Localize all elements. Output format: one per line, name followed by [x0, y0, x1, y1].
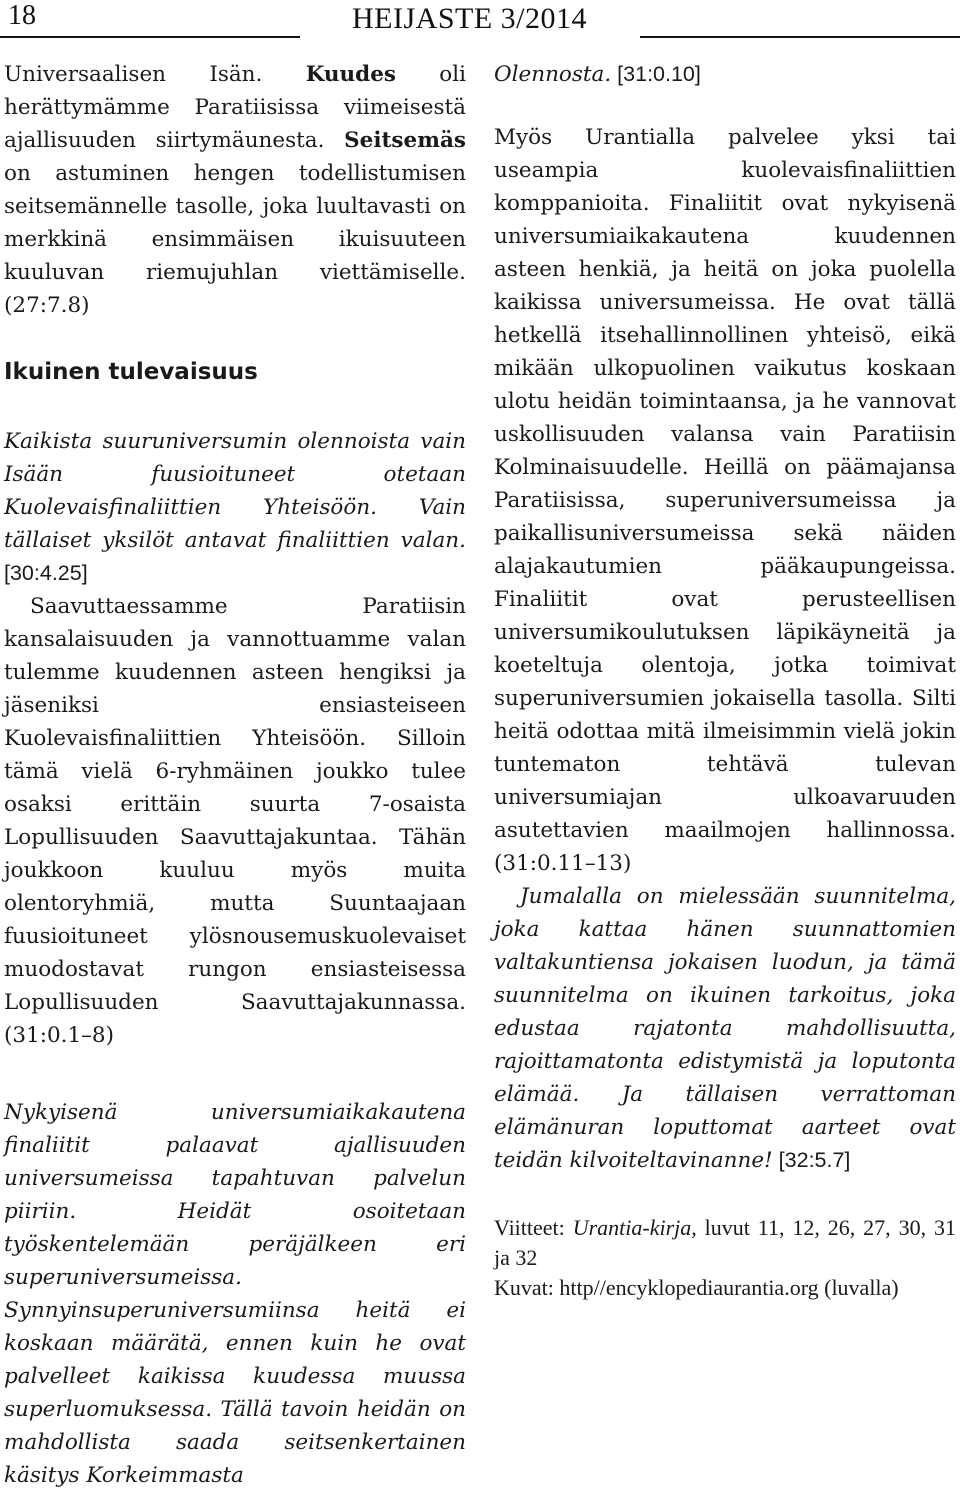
reference: [32:5.7]: [772, 1148, 851, 1172]
paragraph-finaliters: Saavuttaessamme Paratiisin kansalaisuuden ja vannottuamme valan tulemme kuudennen asteen hengiksi ja jäseniksi ensiasteiseen Kuolevaisfinaliittien Yhteisöön. Silloin tämä vielä 6-ryhmäinen joukko tulee osaksi erittäin suurta 7-osaista Lopullisuuden Saavuttajakuntaa. Tähän joukkoon kuuluu myös muita olentoryhmiä, mutta Suuntaajaan fuusioituneet ylösnousemuskuolevaiset muodostavat rungon ensiasteisessa Lopullisuuden Saavuttajakunnassa. (31:0.1–8): [4, 594, 466, 1048]
page-number: 18: [8, 0, 36, 31]
quote-text: Kaikista suuruniversumin olennoista vain Isään fuusioituneet otetaan Kuolevaisfinaliittien Yhteisöön. Vain tällaiset yksilöt antavat finaliittien valan.: [4, 429, 466, 553]
quote-text: Olennosta.: [494, 62, 612, 87]
header-rule-left: [0, 36, 300, 38]
text-span: Universaalisen Isän.: [4, 62, 306, 87]
references-chapters: luvut 11, 12, 26, 27, 30, 31 ja 32: [494, 1215, 956, 1270]
quote-present-age: Nykyisenä universumiaikakautena finaliitit palaavat ajallisuuden universumeissa tapahtuvan palvelun piiriin. Heidät osoitetaan työskentelemään peräjälkeen eri superuniversumeissa. Synnyinsuperuniversumiinsa heitä ei koskaan määrätä, ennen kuin he ovat palvelleet kaikissa kuudessa muussa superluomuksessa. Tällä tavoin heidän on mahdollista saada seitsenkertainen käsitys Korkeimmasta: [4, 1100, 466, 1488]
journal-title: HEIJASTE 3/2014: [352, 2, 587, 35]
quote-fused: [4, 425, 466, 590]
section-heading: Ikuinen tulevaisuus: [4, 359, 258, 385]
references-book: Urantia-kirja,: [572, 1215, 697, 1240]
left-column: [4, 58, 466, 1492]
quote-text: Jumalalla on mielessään suunnitelma, joka kattaa hänen suunnattomien valtakuntiensa jokaisen luodun, ja tämä suunnitelma on ikuinen tarkoitus, joka edustaa rajatonta mahdollisuutta, rajoittamatonta edistymistä ja loputonta elämää. Ja tällaisen verrattoman elämänuran loputtomat aarteet ovat teidän kilvoiteltavinanne!: [494, 884, 956, 1173]
text-span: on astuminen hengen todellistumisen seitsemännelle tasolle, joka luultavasti on merkkinä ensimmäisen ikuisuuteen kuuluvan riemujuhlan viettämiselle. (27:7.8): [4, 161, 466, 318]
paragraph-stages: [4, 58, 466, 322]
image-credits: Kuvat: http//encyklopediaurantia.org (luvalla): [494, 1275, 899, 1300]
quote-continuation: [494, 58, 956, 91]
header-rule-right: [640, 36, 960, 38]
text-span: oli herättymämme Paratiisissa viimeisestä ajallisuuden siirtymäunesta.: [4, 62, 466, 153]
bold-term: Seitsemäs: [344, 128, 466, 153]
quote-god-plan: [494, 880, 956, 1177]
references-label: Viitteet:: [494, 1215, 573, 1240]
paragraph-urantia-finaliters: Myös Urantialla palvelee yksi tai useampia kuolevaisfinaliittien komppanioita. Finaliitit ovat nykyisenä universumiaikakautena kuudennen asteen henkiä, ja heitä on joka puolella kaikissa universumeissa. He ovat tällä hetkellä itsehallinnollinen yhteisö, eikä mikään ulkopuolinen vaikutus koskaan ulotu heidän toimintaansa, ja he vannovat uskollisuuden valansa vain Paratiisin Kolminaisuudelle. Heillä on päämajansa Paratiisissa, superuniversumeissa ja paikallisuniversumeissa sekä näiden alajakautumien pääkaupungeissa. Finaliitit ovat perusteellisen universumikoulutuksen läpikäyneitä ja koeteltuja olentoja, jotka toimivat superuniversumien jokaisella tasolla. Silti heitä odottaa mitä ilmeisimmin vielä jokin tuntematon tehtävä tulevan universumiajan ulkoavaruuden asutettavien maailmojen hallinnossa. (31:0.11–13): [494, 125, 956, 876]
right-column: [494, 58, 956, 1303]
bold-term: Kuudes: [305, 62, 396, 87]
references-block: [494, 1213, 956, 1303]
reference: [30:4.25]: [4, 561, 88, 585]
page-header: [0, 0, 960, 48]
references-line: [494, 1213, 956, 1273]
reference: [31:0.10]: [611, 62, 701, 86]
